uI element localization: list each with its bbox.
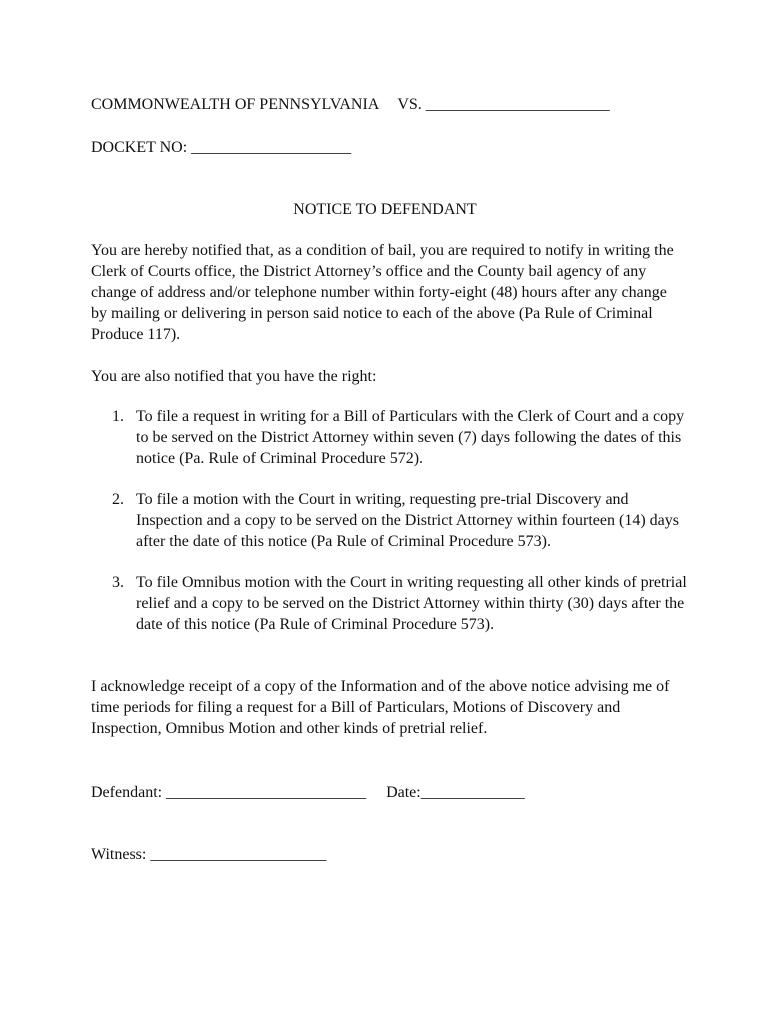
docket-number-line: DOCKET NO: ____________________ xyxy=(91,139,352,156)
defendant-signature-line xyxy=(91,782,525,803)
list-item-text: To file Omnibus motion with the Court in writing requesting all other kinds of pretrial relief and a copy to be served on the District Attorney within thirty (30) days after the date of this notice (Pa Rule of Criminal Procedure 573). xyxy=(136,574,687,633)
witness-signature-field: Witness: ______________________ xyxy=(91,846,327,863)
list-item-number: 2. xyxy=(112,491,124,508)
case-caption xyxy=(91,94,610,115)
list-item-number: 3. xyxy=(112,574,124,591)
document-title: NOTICE TO DEFENDANT xyxy=(293,201,477,218)
vs-blank: VS. _______________________ xyxy=(397,96,610,113)
date-field: Date:_____________ xyxy=(386,784,525,801)
defendant-signature-field: Defendant: _________________________ xyxy=(91,784,367,801)
bail-notice-paragraph: You are hereby notified that, as a condition of bail, you are required to notify in writing the Clerk of Courts office, the District Attorney’s office and the County bail agency of any change of address and/or telephone number within forty-eight (48) hours after any change by mailing or delivering in person said notice to each of the above (Pa Rule of Criminal Produce 117). xyxy=(91,242,674,343)
list-item-text: To file a motion with the Court in writing, requesting pre-trial Discovery and Inspection and a copy to be served on the District Attorney within fourteen (14) days after the date of this notice (Pa Rule of Criminal Procedure 573). xyxy=(136,491,679,550)
list-item-text: To file a request in writing for a Bill of Particulars with the Clerk of Court and a copy to be served on the District Attorney within seven (7) days following the dates of this notice (Pa. Rule of Criminal Procedure 572). xyxy=(136,408,685,467)
commonwealth-label: COMMONWEALTH OF PENNSYLVANIA xyxy=(91,96,380,113)
rights-intro-paragraph: You are also notified that you have the right: xyxy=(91,368,377,385)
list-item-number: 1. xyxy=(112,408,124,425)
acknowledgement-paragraph: I acknowledge receipt of a copy of the Information and of the above notice advising me of time periods for filing a request for a Bill of Particulars, Motions of Discovery and Inspection, Omnibus Motion and other kinds of pretrial relief. xyxy=(91,678,670,737)
